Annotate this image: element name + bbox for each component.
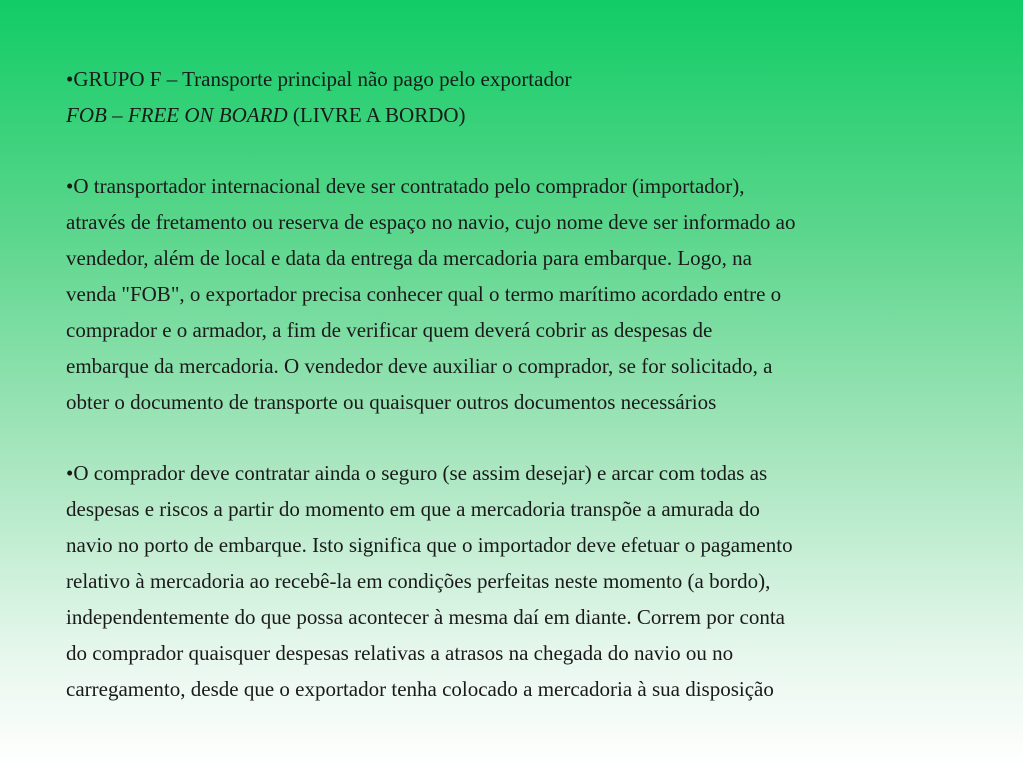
paragraph-line: venda "FOB", o exportador precisa conhecer qual o termo marítimo acordado entre o bbox=[66, 282, 782, 306]
paragraph-line: relativo à mercadoria ao recebê-la em condições perfeitas neste momento (a bordo), bbox=[66, 569, 771, 593]
paragraph-line: •O comprador deve contratar ainda o seguro (se assim desejar) e arcar com todas as bbox=[66, 461, 768, 485]
paragraph-line: independentemente do que possa acontecer à mesma daí em diante. Correm por conta bbox=[66, 605, 785, 629]
paragraph-line: do comprador quaisquer despesas relativas a atrasos na chegada do navio ou no bbox=[66, 641, 734, 665]
group-heading: •GRUPO F – Transporte principal não pago pelo exportador bbox=[66, 67, 572, 91]
paragraph-line: carregamento, desde que o exportador tenha colocado a mercadoria à sua disposição bbox=[66, 677, 774, 701]
fob-term-line bbox=[66, 97, 976, 133]
paragraph-line: despesas e riscos a partir do momento em que a mercadoria transpõe a amurada do bbox=[66, 497, 760, 521]
slide-content bbox=[66, 61, 976, 707]
paragraph-carrier bbox=[66, 168, 976, 420]
paragraph-line: •O transportador internacional deve ser contratado pelo comprador (importador), bbox=[66, 174, 745, 198]
paragraph-line: através de fretamento ou reserva de espaço no navio, cujo nome deve ser informado ao bbox=[66, 210, 796, 234]
fob-term-translation: (LIVRE A BORDO) bbox=[287, 103, 466, 127]
fob-term: FOB – FREE ON BOARD bbox=[66, 103, 288, 127]
paragraph-line: obter o documento de transporte ou quaisquer outros documentos necessários bbox=[66, 390, 717, 414]
paragraph-line: vendedor, além de local e data da entrega da mercadoria para embarque. Logo, na bbox=[66, 246, 752, 270]
paragraph-buyer-insurance bbox=[66, 455, 976, 707]
paragraph-line: navio no porto de embarque. Isto significa que o importador deve efetuar o pagamento bbox=[66, 533, 793, 557]
paragraph-line: comprador e o armador, a fim de verificar quem deverá cobrir as despesas de bbox=[66, 318, 713, 342]
group-f-heading-block bbox=[66, 61, 976, 133]
paragraph-line: embarque da mercadoria. O vendedor deve auxiliar o comprador, se for solicitado, a bbox=[66, 354, 773, 378]
